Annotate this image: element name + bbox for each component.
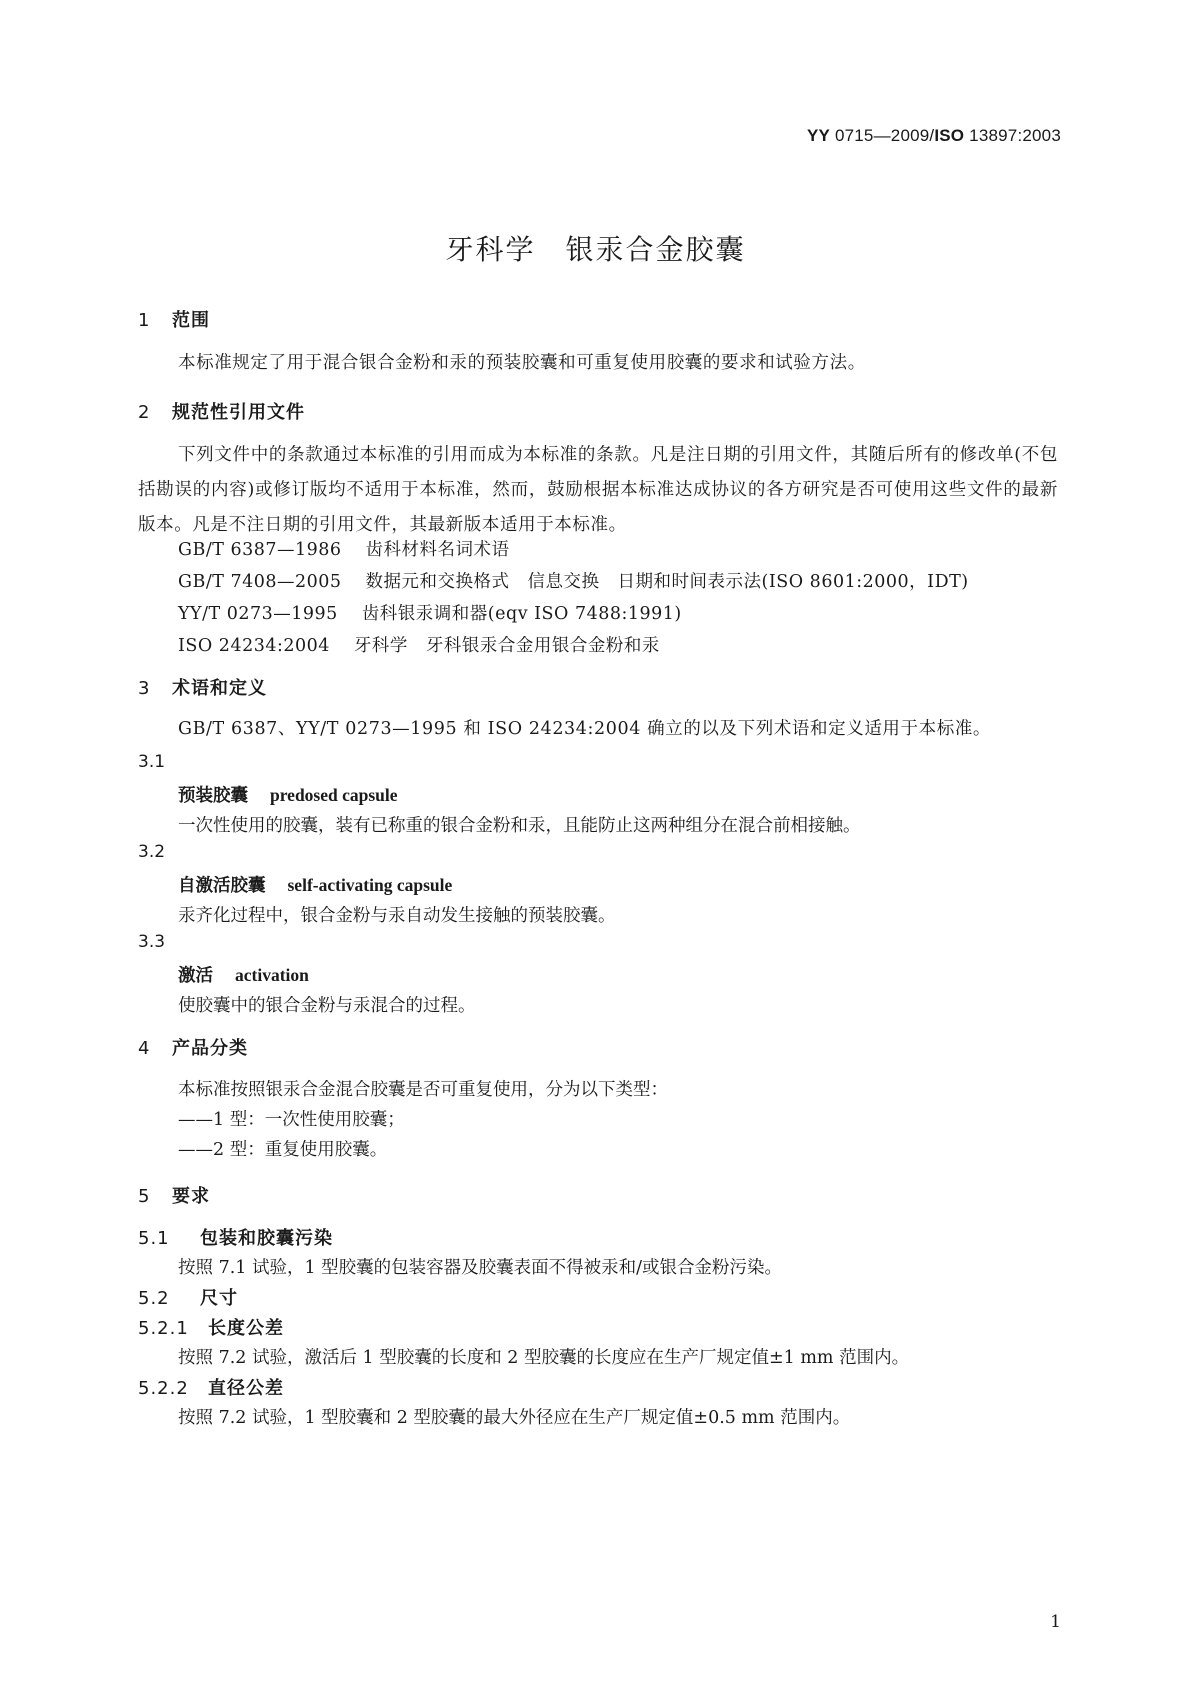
document-title: 牙科学 银汞合金胶囊 (445, 233, 746, 266)
code-iso-number: 13897:2003 (969, 126, 1061, 145)
reference-item: YY/T 0273—1995 齿科银汞调和器(eqv ISO 7488:1991) (178, 604, 682, 624)
reference-item: GB/T 6387—1986 齿科材料名词术语 (178, 540, 510, 560)
section-5-heading: 5 要求 (138, 1186, 210, 1207)
section-1-heading: 1 范围 (138, 310, 210, 331)
section-5-2-2-text: 按照 7.2 试验，1 型胶囊和 2 型胶囊的最大外径应在生产厂规定值±0.5 mm 范围内。 (178, 1408, 851, 1428)
section-5-1-text: 按照 7.1 试验，1 型胶囊的包装容器及胶囊表面不得被汞和/或银合金粉污染。 (178, 1258, 783, 1278)
section-5-2-1-text: 按照 7.2 试验，激活后 1 型胶囊的长度和 2 型胶囊的长度应在生产厂规定值±1 mm 范围内。 (178, 1348, 910, 1368)
term-number: 3.3 (138, 932, 166, 952)
list-item: ——1 型：一次性使用胶囊； (178, 1110, 405, 1130)
code-yy-number: 0715—2009/ (834, 126, 935, 145)
section-2-text: 下列文件中的条款通过本标准的引用而成为本标准的条款。凡是注日期的引用文件，其随后所有的修改单(不包括勘误的内容)或修订版均不适用于本标准，然而，鼓励根据本标准达成协议的各方研究是否可使用这些文件的最新版本。凡是不注日期的引用文件，其最新版本适用于本标准。 (138, 445, 1058, 535)
term-entry: 预装胶囊 predosed capsule (178, 785, 398, 806)
term-entry: 自激活胶囊 self-activating capsule (178, 875, 453, 896)
code-yy: YY (806, 126, 831, 145)
reference-item: GB/T 7408—2005 数据元和交换格式 信息交换 日期和时间表示法(ISO 8601:2000，IDT) (178, 572, 969, 592)
term-definition: 汞齐化过程中，银合金粉与汞自动发生接触的预装胶囊。 (178, 906, 616, 926)
list-item: ——2 型：重复使用胶囊。 (178, 1140, 388, 1160)
section-2-heading: 2 规范性引用文件 (138, 402, 305, 423)
page-number: 1 (1050, 1612, 1061, 1632)
section-1-text: 本标准规定了用于混合银合金粉和汞的预装胶囊和可重复使用胶囊的要求和试验方法。 (178, 353, 866, 373)
term-definition: 使胶囊中的银合金粉与汞混合的过程。 (178, 996, 476, 1016)
term-entry: 激活 activation (178, 965, 309, 986)
term-definition: 一次性使用的胶囊，装有已称重的银合金粉和汞，且能防止这两种组分在混合前相接触。 (178, 816, 861, 836)
term-number: 3.1 (138, 752, 166, 772)
section-5-1-heading: 5.1 包装和胶囊污染 (138, 1228, 333, 1249)
section-5-2-1-heading: 5.2.1 长度公差 (138, 1318, 284, 1339)
term-number: 3.2 (138, 842, 166, 862)
section-4-heading: 4 产品分类 (138, 1038, 248, 1059)
section-3-heading: 3 术语和定义 (138, 678, 267, 699)
section-5-2-2-heading: 5.2.2 直径公差 (138, 1378, 284, 1399)
section-4-text: 本标准按照银汞合金混合胶囊是否可重复使用，分为以下类型： (178, 1080, 668, 1100)
reference-item: ISO 24234:2004 牙科学 牙科银汞合金用银合金粉和汞 (178, 636, 660, 656)
standard-code (807, 126, 1061, 146)
code-iso: ISO (934, 126, 965, 145)
section-3-text: GB/T 6387、YY/T 0273—1995 和 ISO 24234:2004 确立的以及下列术语和定义适用于本标准。 (178, 719, 992, 739)
section-5-2-heading: 5.2 尺寸 (138, 1288, 238, 1309)
